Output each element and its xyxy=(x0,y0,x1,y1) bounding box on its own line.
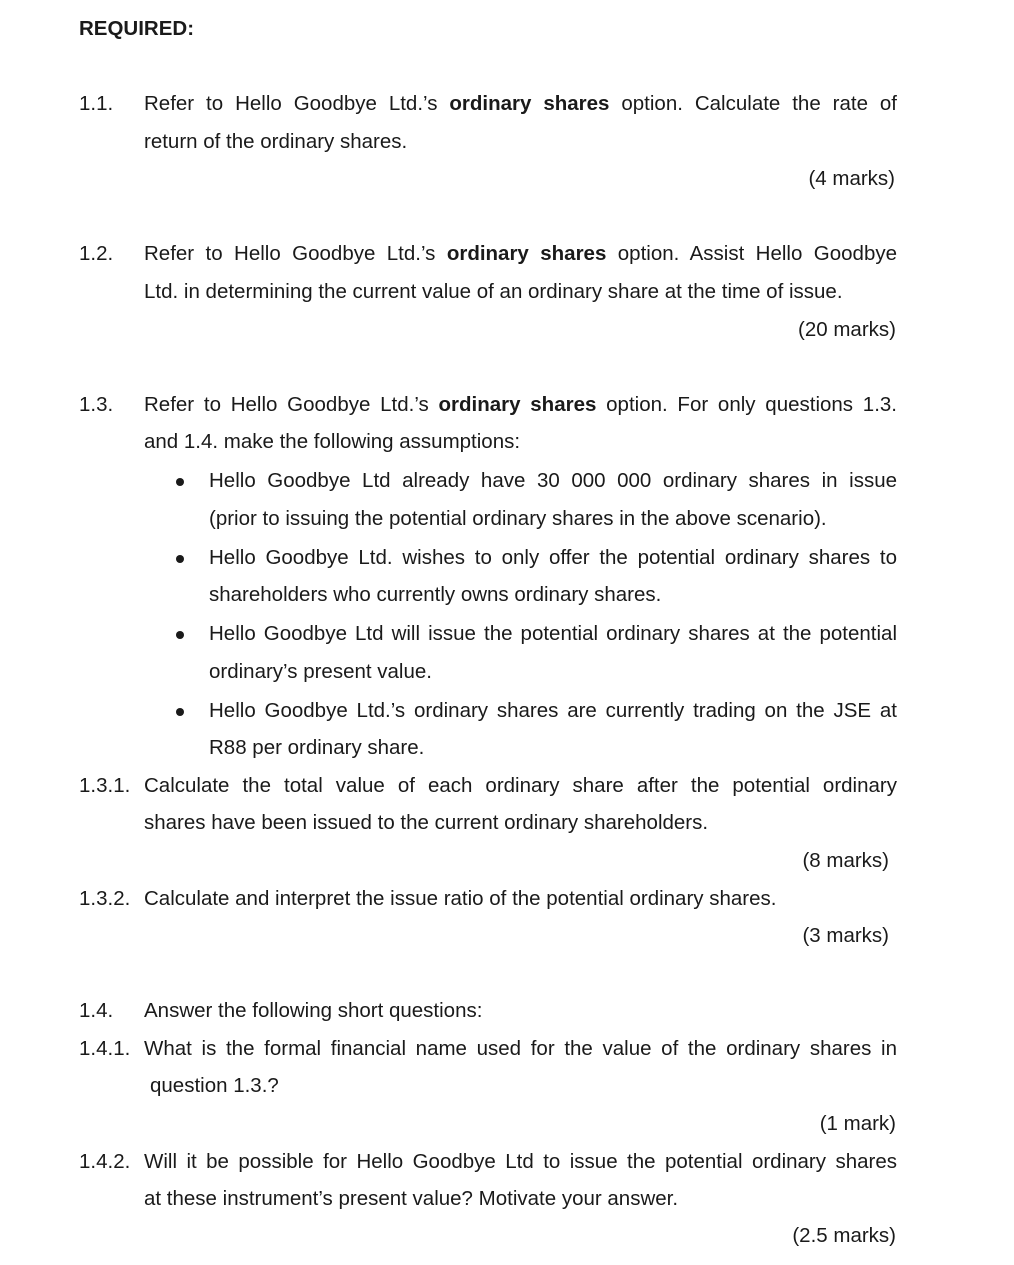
q1-2-marks: (20 marks) xyxy=(798,318,896,341)
q1-2-line2: Ltd. in determining the current value of an ordinary share at the time of issue. xyxy=(144,280,843,303)
bullet-dot xyxy=(176,631,184,639)
bullet-dot xyxy=(176,555,184,563)
q1-3-1-line1: Calculate the total value of each ordinary share after the potential ordinary xyxy=(144,774,897,797)
bullet-4-line1: Hello Goodbye Ltd.’s ordinary shares are currently trading on the JSE at xyxy=(209,699,897,722)
q1-3-2-marks: (3 marks) xyxy=(802,924,889,947)
q1-3-2-line1: Calculate and interpret the issue ratio of the potential ordinary shares. xyxy=(144,887,777,910)
bullet-2-line2: shareholders who currently owns ordinary shares. xyxy=(209,583,662,606)
q1-3-number: 1.3. xyxy=(79,393,114,416)
bullet-1-line1: Hello Goodbye Ltd already have 30 000 000 ordinary shares in issue xyxy=(209,469,897,492)
q1-2-number: 1.2. xyxy=(79,242,114,265)
q1-4-2-number: 1.4.2. xyxy=(79,1150,131,1173)
q1-3-1-line2: shares have been issued to the current ordinary shareholders. xyxy=(144,811,709,834)
bullet-2-line1: Hello Goodbye Ltd. wishes to only offer the potential ordinary shares to xyxy=(209,546,897,569)
bullet-dot xyxy=(176,708,184,716)
q1-4-1-line1: What is the formal financial name used for the value of the ordinary shares in xyxy=(144,1037,897,1060)
q1-3-1-number: 1.3.1. xyxy=(79,774,131,797)
q1-1-marks: (4 marks) xyxy=(808,167,895,190)
heading-required: REQUIRED: xyxy=(79,17,195,40)
q1-3-1-marks: (8 marks) xyxy=(802,849,889,872)
q1-1-line1: Refer to Hello Goodbye Ltd.’s ordinary shares option. Calculate the rate of xyxy=(144,92,897,115)
q1-4-1-marks: (1 mark) xyxy=(819,1112,896,1135)
q1-1-number: 1.1. xyxy=(79,92,114,115)
bullet-dot xyxy=(176,478,184,486)
q1-4-2-marks: (2.5 marks) xyxy=(792,1224,896,1247)
q1-2-line1: Refer to Hello Goodbye Ltd.’s ordinary shares option. Assist Hello Goodbye xyxy=(144,242,898,265)
q1-3-2-number: 1.3.2. xyxy=(79,887,131,910)
q1-3-line2: and 1.4. make the following assumptions: xyxy=(144,430,521,453)
q1-4-1-number: 1.4.1. xyxy=(79,1037,131,1060)
q1-4-number: 1.4. xyxy=(79,999,114,1022)
q1-3-line1: Refer to Hello Goodbye Ltd.’s ordinary shares option. For only questions 1.3. xyxy=(144,393,897,416)
q1-4-2-line1: Will it be possible for Hello Goodbye Ltd to issue the potential ordinary shares xyxy=(144,1150,897,1173)
bullet-1-line2: (prior to issuing the potential ordinary shares in the above scenario). xyxy=(209,507,827,530)
q1-4-2-line2: at these instrument’s present value? Motivate your answer. xyxy=(144,1187,679,1210)
q1-4-1-line2: question 1.3.? xyxy=(150,1074,279,1097)
bullet-3-line2: ordinary’s present value. xyxy=(209,660,432,683)
bullet-3-line1: Hello Goodbye Ltd will issue the potential ordinary shares at the potential xyxy=(209,622,897,645)
bullet-4-line2: R88 per ordinary share. xyxy=(209,736,425,759)
q1-1-line2: return of the ordinary shares. xyxy=(144,130,408,153)
q1-4-line1: Answer the following short questions: xyxy=(144,999,483,1022)
